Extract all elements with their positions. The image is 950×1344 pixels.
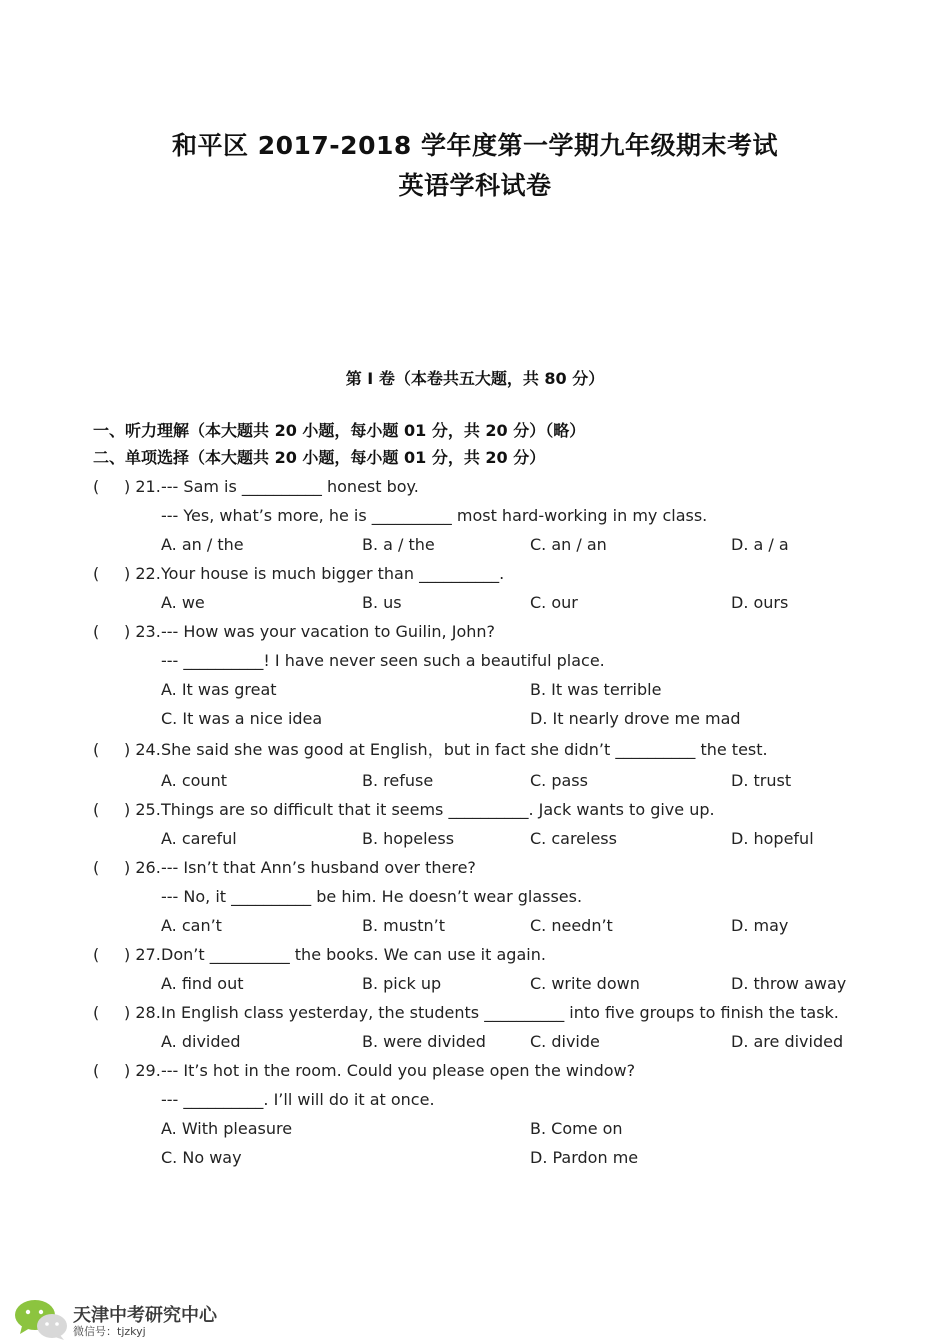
option-c[interactable]: C. pass [530, 771, 588, 790]
option-a[interactable]: A. count [161, 771, 227, 790]
question-text: --- No, it __________ be him. He doesn’t wear glasses. [161, 887, 583, 906]
option-b[interactable]: B. a / the [362, 535, 435, 554]
question-text: --- Yes, what’s more, he is __________ most hard-working in my class. [161, 506, 708, 525]
answer-bracket[interactable]: ( [93, 1003, 100, 1022]
option-a[interactable]: A. find out [161, 974, 244, 993]
option-d[interactable]: D. are divided [731, 1032, 844, 1051]
option-c[interactable]: C. needn’t [530, 916, 613, 935]
footer-brand: 天津中考研究中心 [73, 1305, 217, 1326]
option-a[interactable]: A. careful [161, 829, 237, 848]
question-text: --- It’s hot in the room. Could you please open the window? [161, 1061, 636, 1080]
option-d[interactable]: D. Pardon me [530, 1148, 639, 1167]
question-text: She said she was good at English，but in fact she didn’t __________ the test. [161, 740, 768, 759]
answer-bracket[interactable]: ( [93, 1061, 100, 1080]
question-25-options [93, 824, 893, 853]
question-22-options [93, 588, 893, 617]
option-c[interactable]: C. an / an [530, 535, 607, 554]
question-27-options [93, 969, 893, 998]
question-number: ) 21. [124, 477, 161, 496]
option-b[interactable]: B. hopeless [362, 829, 455, 848]
question-text: --- __________. I’ll will do it at once. [161, 1090, 435, 1109]
question-23-options-row1 [93, 675, 893, 704]
question-text: Things are so difficult that it seems __________. Jack wants to give up. [161, 800, 715, 819]
question-23-line2 [93, 646, 893, 675]
question-23-options-row2 [93, 704, 893, 733]
question-21-line2 [93, 501, 893, 530]
option-c[interactable]: C. It was a nice idea [161, 709, 323, 728]
wechat-logo-icon [14, 1298, 68, 1340]
question-text: --- Sam is __________ honest boy. [161, 477, 419, 496]
option-d[interactable]: D. throw away [731, 974, 847, 993]
option-d[interactable]: D. trust [731, 771, 792, 790]
option-b[interactable]: B. mustn’t [362, 916, 445, 935]
option-d[interactable]: D. ours [731, 593, 789, 612]
option-b[interactable]: B. us [362, 593, 402, 612]
footer-wechat-id: 微信号：tjzkyj [73, 1325, 146, 1338]
question-number: ) 24. [124, 740, 161, 759]
option-b[interactable]: B. were divided [362, 1032, 486, 1051]
question-number: ) 23. [124, 622, 161, 641]
option-a[interactable]: A. It was great [161, 680, 277, 699]
option-a[interactable]: A. divided [161, 1032, 241, 1051]
question-text: Don’t __________ the books. We can use it again. [161, 945, 546, 964]
question-number: ) 22. [124, 564, 161, 583]
option-c[interactable]: C. No way [161, 1148, 242, 1167]
answer-bracket[interactable]: ( [93, 858, 100, 877]
option-a[interactable]: A. With pleasure [161, 1119, 293, 1138]
question-24 [93, 735, 893, 764]
option-c[interactable]: C. divide [530, 1032, 600, 1051]
question-26-line2 [93, 882, 893, 911]
question-29-line2 [93, 1085, 893, 1114]
question-text: Your house is much bigger than __________. [161, 564, 505, 583]
question-number: ) 29. [124, 1061, 161, 1080]
question-29-options-row2 [93, 1143, 893, 1172]
option-d[interactable]: D. hopeful [731, 829, 814, 848]
question-26-options [93, 911, 893, 940]
option-a[interactable]: A. an / the [161, 535, 244, 554]
section-choice: 二、单项选择（本大题共 20 小题，每小题 01 分，共 20 分） [93, 448, 546, 467]
question-23 [93, 617, 893, 646]
question-29 [93, 1056, 893, 1085]
question-21-options [93, 530, 893, 559]
question-text: --- __________! I have never seen such a beautiful place. [161, 651, 605, 670]
question-22 [93, 559, 893, 588]
answer-bracket[interactable]: ( [93, 477, 100, 496]
question-28 [93, 998, 893, 1027]
question-text: --- How was your vacation to Guilin, John? [161, 622, 495, 641]
option-b[interactable]: B. It was terrible [530, 680, 662, 699]
question-21 [93, 472, 893, 501]
question-number: ) 25. [124, 800, 161, 819]
answer-bracket[interactable]: ( [93, 740, 100, 759]
option-d[interactable]: D. It nearly drove me mad [530, 709, 741, 728]
answer-bracket[interactable]: ( [93, 622, 100, 641]
option-c[interactable]: C. careless [530, 829, 617, 848]
question-24-options [93, 766, 893, 795]
part-heading: 第 I 卷（本卷共五大题，共 80 分） [345, 369, 605, 388]
option-c[interactable]: C. write down [530, 974, 640, 993]
question-text: --- Isn’t that Ann’s husband over there? [161, 858, 476, 877]
exam-title: 和平区 2017-2018 学年度第一学期九年级期末考试 [172, 131, 778, 160]
option-b[interactable]: B. refuse [362, 771, 434, 790]
question-29-options-row1 [93, 1114, 893, 1143]
option-d[interactable]: D. may [731, 916, 789, 935]
question-27 [93, 940, 893, 969]
option-d[interactable]: D. a / a [731, 535, 789, 554]
answer-bracket[interactable]: ( [93, 800, 100, 819]
question-number: ) 27. [124, 945, 161, 964]
option-a[interactable]: A. can’t [161, 916, 222, 935]
question-28-options [93, 1027, 893, 1056]
answer-bracket[interactable]: ( [93, 945, 100, 964]
question-26 [93, 853, 893, 882]
answer-bracket[interactable]: ( [93, 564, 100, 583]
option-b[interactable]: B. pick up [362, 974, 442, 993]
question-number: ) 28. [124, 1003, 161, 1022]
question-text: In English class yesterday, the students __________ into five groups to finish the task. [161, 1003, 839, 1022]
option-b[interactable]: B. Come on [530, 1119, 623, 1138]
question-number: ) 26. [124, 858, 161, 877]
question-list [93, 472, 893, 1172]
question-25 [93, 795, 893, 824]
option-c[interactable]: C. our [530, 593, 578, 612]
exam-subtitle: 英语学科试卷 [398, 171, 552, 200]
section-listening: 一、听力理解（本大题共 20 小题，每小题 01 分，共 20 分）（略） [93, 421, 586, 440]
option-a[interactable]: A. we [161, 593, 205, 612]
